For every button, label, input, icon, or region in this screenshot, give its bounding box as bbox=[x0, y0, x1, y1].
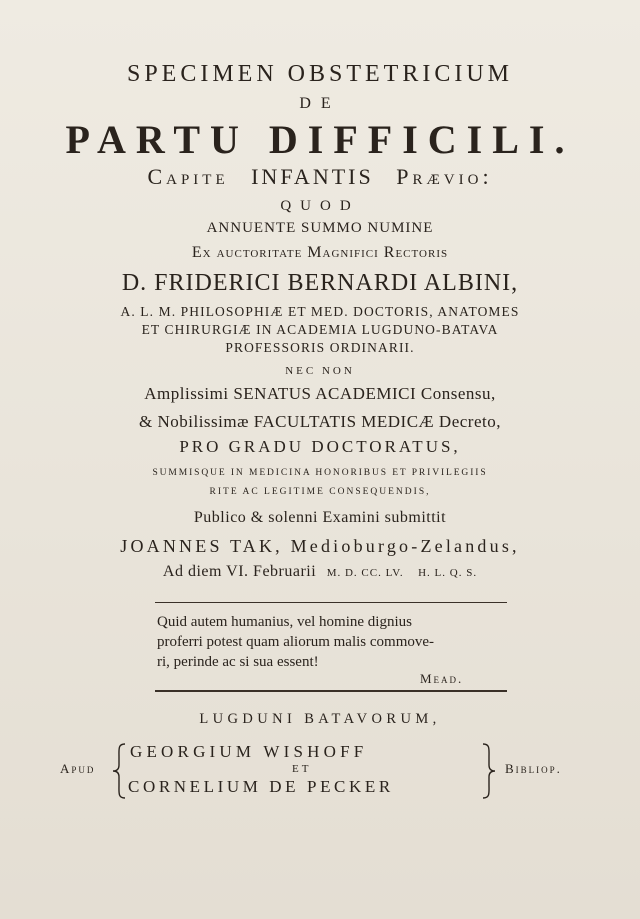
imprint-bibliop: Bibliop. bbox=[505, 761, 562, 776]
examini-line: Publico & solenni Examini submittit bbox=[193, 509, 447, 526]
title-line-capite bbox=[0, 166, 640, 188]
rector-titles-2: ET CHIRURGIÆ IN ACADEMIA LUGDUNO-BATAVA bbox=[141, 322, 499, 337]
title-line-partu: PARTU DIFFICILI. bbox=[65, 117, 575, 162]
rector-titles-3: PROFESSORIS ORDINARII. bbox=[225, 340, 415, 355]
date-hlqs: H. L. Q. S. bbox=[418, 567, 478, 579]
quote-attribution: Mead. bbox=[420, 671, 464, 686]
right-brace bbox=[480, 743, 496, 799]
author-line: JOANNES TAK, Medioburgo-Zelandus, bbox=[120, 536, 520, 556]
honores-line-2: RITE AC LEGITIME CONSEQUENDIS, bbox=[209, 487, 431, 497]
quote-line-2: proferri potest quam aliorum malis commove- bbox=[157, 634, 435, 650]
rule-top bbox=[155, 602, 507, 603]
quote-line-1: Quid autem humanius, vel homine dignius bbox=[157, 614, 412, 630]
title-line-de: DE bbox=[299, 95, 341, 112]
date-year: M. D. CC. LV. bbox=[326, 567, 404, 579]
publisher-2: CORNELIUM DE PECKER bbox=[128, 777, 394, 796]
date-day: Ad diem VI. Februarii bbox=[162, 563, 317, 580]
capite-word: Capite bbox=[147, 164, 229, 189]
left-brace bbox=[112, 743, 128, 799]
honores-line-1: SUMMISQUE IN MEDICINA HONORIBUS ET PRIVILEGIIS bbox=[152, 468, 488, 478]
infantis-word: INFANTIS bbox=[251, 164, 374, 189]
imprint-et: ET bbox=[292, 763, 312, 775]
imprint-city: LUGDUNI BATAVORUM, bbox=[199, 711, 441, 727]
imprint-apud: Apud bbox=[60, 761, 96, 776]
title-line-specimen: SPECIMEN OBSTETRICIUM bbox=[126, 61, 514, 87]
praevio-word: Prævio: bbox=[396, 164, 493, 189]
annuente-line: ANNUENTE SUMMO NUMINE bbox=[206, 220, 434, 236]
facultas-line: & Nobilissimæ FACULTATIS MEDICÆ Decreto, bbox=[139, 412, 501, 431]
date-line bbox=[0, 564, 640, 580]
rule-bottom bbox=[155, 690, 507, 692]
quod-line: QUOD bbox=[280, 198, 360, 214]
nec-non-line: NEC NON bbox=[285, 365, 355, 377]
quote-line-3: ri, perinde ac si sua essent! bbox=[157, 654, 319, 670]
gradu-line: PRO GRADU DOCTORATUS, bbox=[179, 437, 461, 456]
rector-titles-1: A. L. M. PHILOSOPHIÆ ET MED. DOCTORIS, ANATOMES bbox=[120, 304, 520, 319]
rector-name: D. FRIDERICI BERNARDI ALBINI, bbox=[121, 270, 519, 296]
auctoritate-line: Ex auctoritate Magnifici Rectoris bbox=[191, 244, 449, 261]
senatus-line: Amplissimi SENATUS ACADEMICI Consensu, bbox=[144, 384, 496, 403]
publisher-1: GEORGIUM WISHOFF bbox=[130, 742, 368, 761]
